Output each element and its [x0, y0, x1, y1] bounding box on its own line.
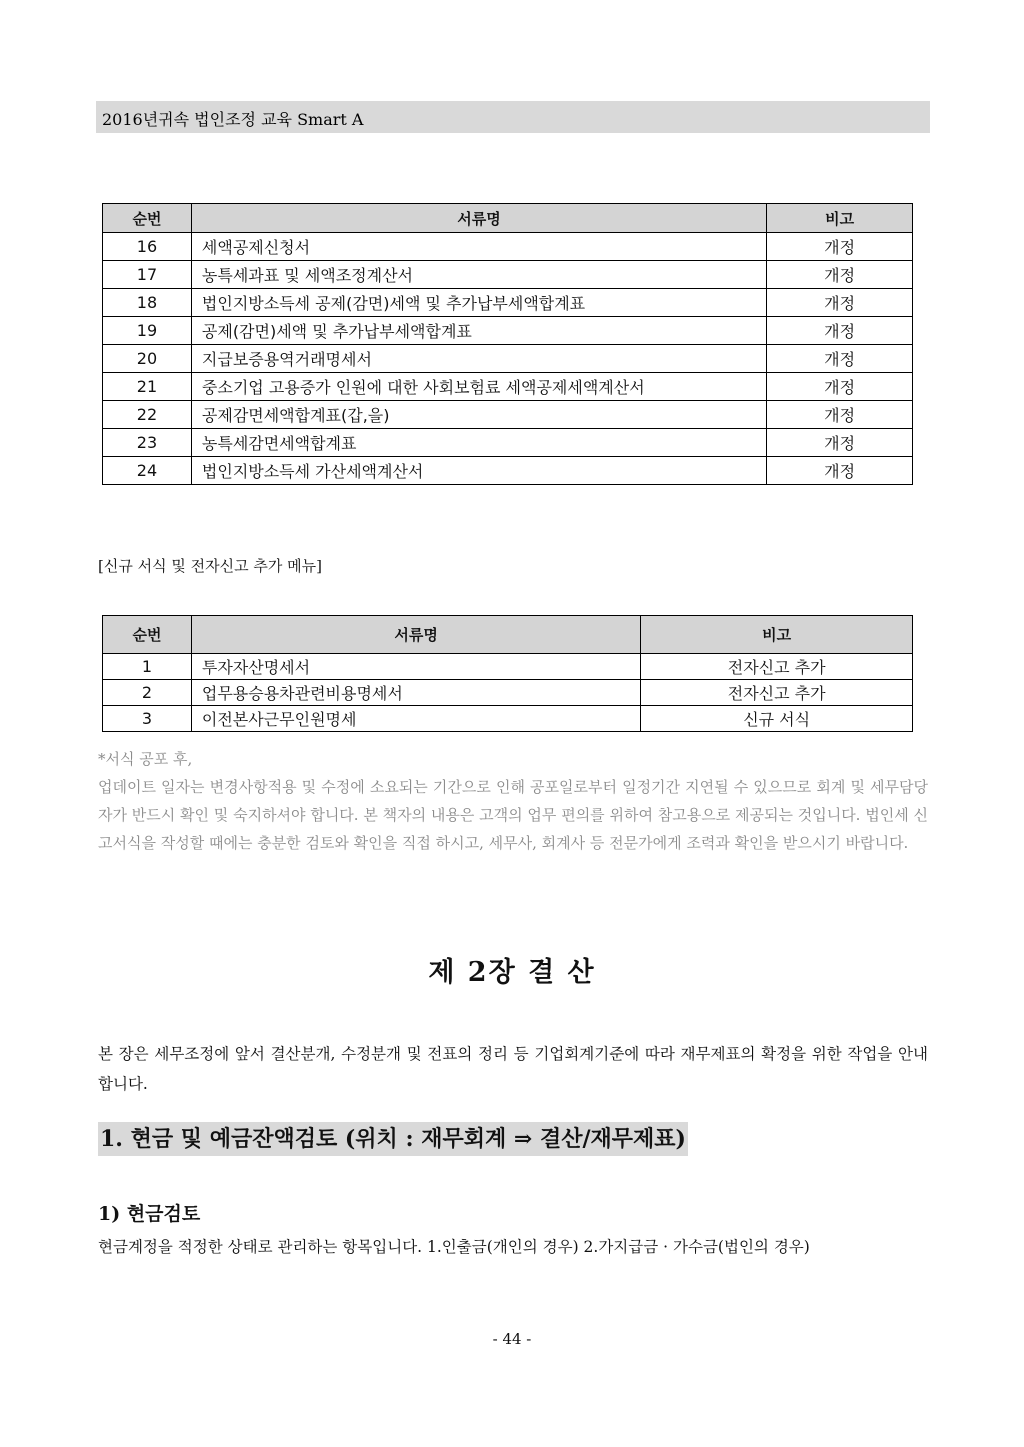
column-header-remarks: 비고 — [641, 616, 913, 654]
row-remarks: 신규 서식 — [641, 706, 913, 732]
notice-body: 업데이트 일자는 변경사항적용 및 수정에 소요되는 기간으로 인해 공포일로부터 일정기간 지연될 수 있으므로 회계 및 세무담당자가 반드시 확인 및 숙지하셔야 합니다. 본 책자의 내용은 고객의 업무 편의를 위하여 참고용으로 제공되는 것입니다. 법인세 신고서식을 작성할 때에는 충분한 검토와 확인을 직접 하시고, 세무사, 회계사 등 전문가에게 조력과 확인을 받으시기 바랍니다. — [98, 778, 928, 852]
disclaimer-notice — [98, 745, 928, 857]
row-remarks: 개정 — [767, 317, 913, 345]
column-header-form-name: 서류명 — [191, 616, 640, 654]
subsection-description: 현금계정을 적정한 상태로 관리하는 항목입니다. 1.인출금(개인의 경우) 2.가지급금 · 가수금(법인의 경우) — [98, 1238, 810, 1256]
column-header-number: 순번 — [103, 616, 192, 654]
table-row — [103, 429, 913, 457]
row-remarks: 개정 — [767, 261, 913, 289]
row-remarks: 개정 — [767, 457, 913, 485]
revised-forms-table — [102, 203, 913, 485]
table-row — [103, 233, 913, 261]
row-remarks: 전자신고 추가 — [641, 654, 913, 680]
section-label: [신규 서식 및 전자신고 추가 메뉴] — [98, 557, 322, 575]
row-remarks: 개정 — [767, 289, 913, 317]
row-form-name: 이전본사근무인원명세 — [191, 706, 640, 732]
chapter-intro: 본 장은 세무조정에 앞서 결산분개, 수정분개 및 전표의 정리 등 기업회계기준에 따라 재무제표의 확정을 위한 작업을 안내합니다. — [98, 1045, 928, 1093]
column-header-form-name: 서류명 — [191, 204, 766, 233]
row-number: 2 — [103, 680, 192, 706]
page-number: - 44 - — [492, 1330, 532, 1348]
table-row — [103, 401, 913, 429]
table-header-row — [103, 204, 913, 233]
row-remarks: 개정 — [767, 373, 913, 401]
section-heading: 1. 현금 및 예금잔액검토 (위치 : 재무회계 ⇒ 결산/재무제표) — [98, 1122, 688, 1156]
column-header-number: 순번 — [103, 204, 192, 233]
row-form-name: 투자자산명세서 — [191, 654, 640, 680]
row-form-name: 중소기업 고용증가 인원에 대한 사회보험료 세액공제세액계산서 — [191, 373, 766, 401]
chapter-title: 제 2장 결 산 — [428, 957, 596, 988]
table-header-row — [103, 616, 913, 654]
row-number: 23 — [103, 429, 192, 457]
row-form-name: 공제(감면)세액 및 추가납부세액합계표 — [191, 317, 766, 345]
row-remarks: 전자신고 추가 — [641, 680, 913, 706]
row-form-name: 공제감면세액합계표(갑,을) — [191, 401, 766, 429]
table-row — [103, 289, 913, 317]
row-form-name: 세액공제신청서 — [191, 233, 766, 261]
table-row — [103, 680, 913, 706]
row-remarks: 개정 — [767, 401, 913, 429]
row-number: 22 — [103, 401, 192, 429]
row-remarks: 개정 — [767, 345, 913, 373]
row-number: 1 — [103, 654, 192, 680]
new-forms-table — [102, 615, 913, 732]
table-row — [103, 373, 913, 401]
row-number: 16 — [103, 233, 192, 261]
row-form-name: 법인지방소득세 공제(감면)세액 및 추가납부세액합계표 — [191, 289, 766, 317]
row-form-name: 지급보증용역거래명세서 — [191, 345, 766, 373]
column-header-remarks: 비고 — [767, 204, 913, 233]
row-number: 19 — [103, 317, 192, 345]
row-remarks: 개정 — [767, 429, 913, 457]
row-number: 24 — [103, 457, 192, 485]
running-header-title: 2016년귀속 법인조정 교육 Smart A — [102, 110, 364, 129]
row-form-name: 농특세감면세액합계표 — [191, 429, 766, 457]
row-form-name: 업무용승용차관련비용명세서 — [191, 680, 640, 706]
table-row — [103, 317, 913, 345]
subsection-heading: 1) 현금검토 — [98, 1203, 201, 1225]
row-form-name: 농특세과표 및 세액조정계산서 — [191, 261, 766, 289]
table-row — [103, 654, 913, 680]
row-remarks: 개정 — [767, 233, 913, 261]
row-number: 17 — [103, 261, 192, 289]
row-number: 3 — [103, 706, 192, 732]
table-row — [103, 706, 913, 732]
running-header — [96, 101, 930, 133]
table-row — [103, 457, 913, 485]
table-row — [103, 345, 913, 373]
row-number: 20 — [103, 345, 192, 373]
notice-first-line: *서식 공포 후, — [98, 750, 193, 768]
row-number: 21 — [103, 373, 192, 401]
table-row — [103, 261, 913, 289]
row-form-name: 법인지방소득세 가산세액계산서 — [191, 457, 766, 485]
row-number: 18 — [103, 289, 192, 317]
